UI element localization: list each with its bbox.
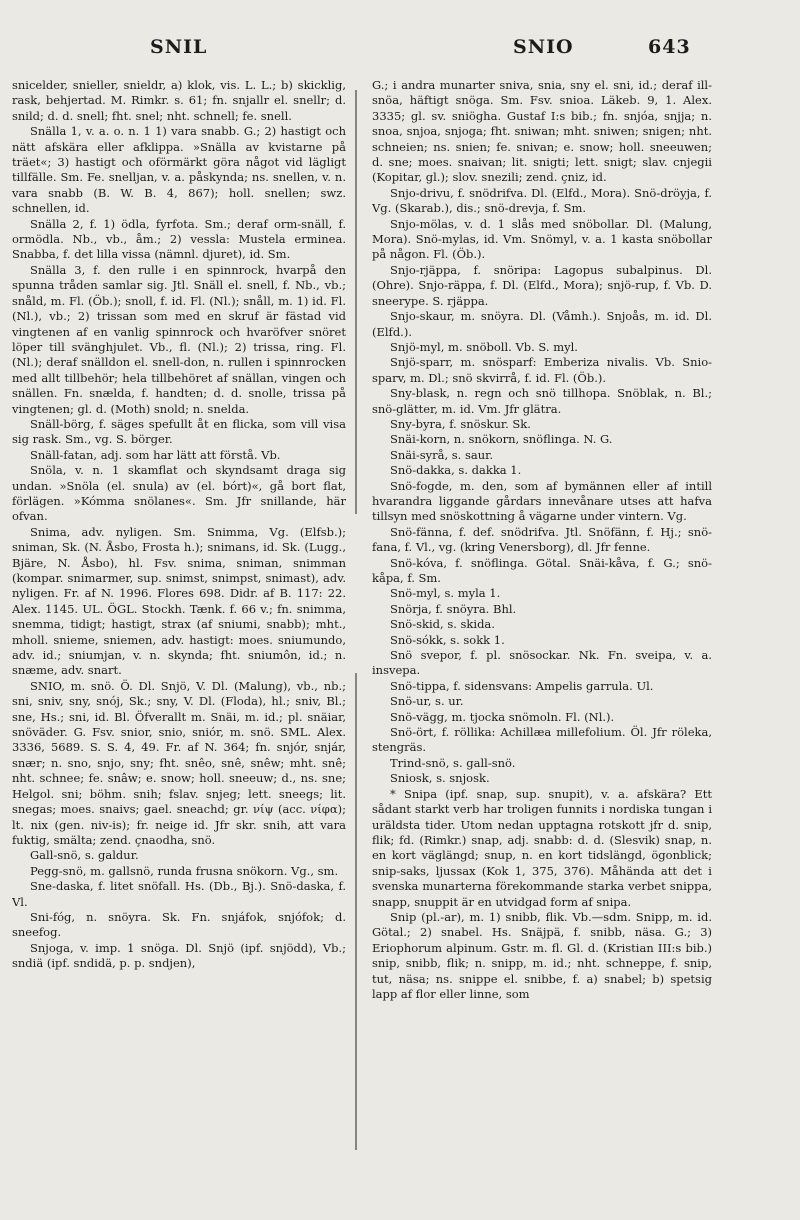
page-number: 643 <box>648 36 691 58</box>
entry-paragraph: * Snipa (ipf. snap, sup. snupit), v. a. afskära? Ett sådant starkt verb har troligen funnits i nordiska tungan i uräldsta tider. Utom nedan upptagna rotskott jfr d. snip, flik; fd. (Rimkr.) snap, adj. snabb: d. d. (Slesvik) snap, n. en kort väglängd; snup, n. en kort tidslängd, ögonblick; snip-saks, ljussax (Kok 1, 375, 376). Måhända att det i svenska munarterna förekommande starka verbet snippa, snapp, snuppit är en utvidgad form af snipa. <box>372 786 712 909</box>
left-running-head: SNIL <box>150 36 208 58</box>
entry-paragraph: Sni-fóg, n. snöyra. Sk. Fn. snjáfok, snjófok; d. sneefog. <box>12 909 346 940</box>
entry-paragraph: Snälla 3, f. den rulle i en spinnrock, hvarpå den spunna tråden samlar sig. Jtl. Snäll el. snell, f. Nb., vb.; snåld, m. Fl. (Öb.); snoll, f. id. Fl. (Nl.); snåll, m. 1) id. Fl. (Nl.), vb.; 2) trissan som med en skruf är fästad vid vingtenen af en vanlig spinnrock och hvaröfver snöret löper till svänghjulet. Vb., fl. (Nl.); 2) trissa, ring. Fl. (Nl.); deraf snälldon el. snell-don, n. rullen i spinnrocken med allt tillbehör; hela tillbehöret af snällan, vingen och snällen. Fn. snælda, f. handten; d. d. snolle, trissa på vingtenen; gl. d. (Moth) snold; n. snelda. <box>12 262 346 416</box>
entry-paragraph: Snö svepor, f. pl. snösockar. Nk. Fn. sveipa, v. a. insvepa. <box>372 648 712 678</box>
entry-paragraph: Snjo-rjäppa, f. snöripa: Lagopus subalpinus. Dl. (Ohre). Snjo-räppa, f. Dl. (Elfd., Mora); snjö-rup, f. Vb. D. sneerype. S. rjäppa. <box>372 262 712 308</box>
entry-paragraph: Sny-blask, n. regn och snö tillhopa. Snöblak, n. Bl.; snö-glätter, m. id. Vm. Jfr glätra. <box>372 386 712 416</box>
entry-paragraph: Sne-daska, f. litet snöfall. Hs. (Db., Bj.). Snö-daska, f. Vl. <box>12 879 346 909</box>
entry-paragraph: Snö-skid, s. skida. <box>390 617 495 632</box>
entry-paragraph: Gall-snö, s. galdur. <box>30 848 139 863</box>
entry-paragraph: Snörja, f. snöyra. Bhl. <box>390 601 517 616</box>
entry-paragraph: Snö-ört, f. röllika: Achillæa millefolium. Öl. Jfr röleka, stengräs. <box>372 725 712 755</box>
entry-paragraph: Snäi-korn, n. snökorn, snöflinga. N. G. <box>390 432 613 447</box>
entry-paragraph: Snip (pl.-ar), m. 1) snibb, flik. Vb.—sdm. Snipp, m. id. Götal.; 2) snabel. Hs. Snäjpä, f. snibb, näsa. G.; 3) Eriophorum alpinum. Gstr. m. fl. Gl. d. (Kristian III:s bib.) snip, snibb, flik; n. snipp, m. id.; nht. schneppe, f. snip, tut, näsa; ns. snippe el. snibbe, f. a) snabel; b) spetsig lapp af flor eller linne, som <box>372 909 712 1001</box>
entry-paragraph: Snö-ur, s. ur. <box>390 694 464 709</box>
entry-paragraph: Snö-vägg, m. tjocka snömoln. Fl. (Nl.). <box>390 709 615 724</box>
entry-paragraph: Snäll-fatan, adj. som har lätt att förstå. Vb. <box>30 447 281 462</box>
entry-paragraph: Trind-snö, s. gall-snö. <box>390 755 516 770</box>
entry-paragraph: Snjoga, v. imp. 1 snöga. Dl. Snjö (ipf. snjödd), Vb.; sndiä (ipf. sndidä, p. p. sndjen), <box>12 940 346 971</box>
entry-paragraph: Snäi-syrå, s. saur. <box>390 447 494 462</box>
entry-paragraph: Snjo-mölas, v. d. 1 slås med snöbollar. Dl. (Malung, Mora). Snö-mylas, id. Vm. Snömyl, v. a. 1 kasta snöbollar på någon. Fl. (Öb.). <box>372 216 712 262</box>
entry-paragraph: Snälla 1, v. a. o. n. 1 1) vara snabb. G.; 2) hastigt och nätt afskära eller afklippa. »Snälla av kvistarne på träet«; 3) hastigt och oförmärkt göra något vid lägligt tillfälle. Sm. Fe. snelljan, v. a. påskynda; ns. snellen, v. n. vara snabb (B. W. B. 4, 867); holl. snellen; swz. schnellen, id. <box>12 124 346 216</box>
entry-paragraph: Pegg-snö, m. gallsnö, runda frusna snökorn. Vg., sm. <box>30 863 339 878</box>
entry-paragraph: Snö-fänna, f. def. snödrifva. Jtl. Snöfänn, f. Hj.; snö-fana, f. Vl., vg. (kring Venersborg), dl. Jfr fenne. <box>372 524 712 555</box>
right-running-head: SNIO <box>513 36 574 58</box>
entry-paragraph: Snima, adv. nyligen. Sm. Snimma, Vg. (Elfsb.); sniman, Sk. (N. Åsbo, Frosta h.); snimans, id. Sk. (Lugg., Bjäre, N. Åsbo), hl. Fsv. snima, sniman, snimman (kompar. snimarmer, sup. snimst, snimpst, snimast), adv. nyligen. Fr. af N. 1996. Flores 698. Didr. af B. 117: 22. Alex. 1145. UL. ÖGL. Stockh. Tænk. f. 66 v.; fn. snimma, snemma, tidigt; hastigt, strax (af sniumi, snabb); mht., mholl. snieme, sniemen, adv. hastigt: moes. sniumundo, adv. id.; sniumjan, v. n. skynda; fht. sniumôn, id.; n. snæme, adv. snart. <box>12 524 346 678</box>
entry-paragraph: Snjö-sparr, m. snösparf: Emberiza nivalis. Vb. Snio-sparv, m. Dl.; snö skvirrå, f. id. Fl. (Öb.). <box>372 355 712 385</box>
entry-paragraph: Snjö-myl, m. snöboll. Vb. S. myl. <box>390 339 578 354</box>
entry-paragraph: G.; i andra munarter sniva, snia, sny el. sni, id.; deraf ill-snöa, häftigt snöga. Sm. Fsv. snioa. Läkeb. 9, 1. Alex. 3335; gl. sv. sniögha. Gustaf I:s bib.; fn. snjóa, snjja; n. snoa, snjoa, snjoga; fht. sniwan; mht. sniwen; snigen; nht. schneien; ns. snien; fe. snivan; e. snow; holl. sneeuwen; d. sne; moes. snaivan; lit. snigti; lett. snigt; slav. cnjegii (Kopitar, gl.); slov. snezili; zend. çniz, id. <box>372 78 712 185</box>
entry-paragraph: Snjo-drivu, f. snödrifva. Dl. (Elfd., Mora). Snö-dröyja, f. Vg. (Skarab.), dis.; snö-drevja, f. Sm. <box>372 185 712 216</box>
entry-paragraph: Snö-dakka, s. dakka 1. <box>390 463 522 478</box>
entry-paragraph: SNIO, m. snö. Ö. Dl. Snjö, V. Dl. (Malung), vb., nb.; sni, sniv, sny, snój, Sk.; sny, V. Dl. (Floda), hl.; sniv, Bl.; sne, Hs.; sni, id. Bl. Öfverallt m. Snäi, m. id.; pl. snäiar, snöväder. G. Fsv. snior, snio, sniór, m. snö. SML. Alex. 3336, 5689. S. S. 4, 49. Fr. af N. 364; fn. snjór, snjár, snær; n. sno, snjo, sny; fht. snêo, snê, snêw; mht. snê; nht. schnee; fe. snâw; e. snow; holl. sneeuw; d., ns. sne; Helgol. sni; böhm. snih; fslav. snjeg; lett. sneegs; lit. snegas; moes. snaivs; gael. sneachd; gr. νίψ (acc. νίφα); lt. nix (gen. niv-is); fr. neige id. Jfr skr. snih, att vara fuktig, smälta; zend. çnaodha, snö. <box>12 678 346 847</box>
left-column <box>12 78 346 1158</box>
entry-paragraph: Sniosk, s. snjosk. <box>390 771 490 786</box>
entry-paragraph: Snö-sókk, s. sokk 1. <box>390 632 505 647</box>
entry-paragraph: Snö-tippa, f. sidensvans: Ampelis garrula. Ul. <box>390 678 654 693</box>
entry-paragraph: Snö-myl, s. myla 1. <box>390 586 501 601</box>
entry-paragraph: Snö-fogde, m. den, som af bymännen eller af intill hvarandra liggande gårdars innevånare utses att hafva tillsyn med snöskottning å vägarne under vintern. Vg. <box>372 478 712 524</box>
entry-paragraph: snicelder, snieller, snieldr, a) klok, vis. L. L.; b) skicklig, rask, behjertad. M. Rimkr. s. 61; fn. snjallr el. snellr; d. snild; d. d. snell; fht. snel; nht. schnell; fe. snell. <box>12 78 346 123</box>
entry-paragraph: Snö-kóva, f. snöflinga. Götal. Snäi-kåva, f. G.; snö-kåpa, f. Sm. <box>372 555 712 585</box>
entry-paragraph: Snäll-börg, f. säges spefullt åt en flicka, som vill visa sig rask. Sm., vg. S. börger. <box>12 416 346 447</box>
entry-paragraph: Sny-byra, f. snöskur. Sk. <box>390 416 531 431</box>
right-column <box>372 78 712 1158</box>
entry-paragraph: Snöla, v. n. 1 skamflat och skyndsamt draga sig undan. »Snöla (el. snula) av (el. bórt)«, gå bort flat, förlägen. »Kómma snölanes«. Sm. Jfr snillande, här ofvan. <box>12 463 346 524</box>
entry-paragraph: Snälla 2, f. 1) ödla, fyrfota. Sm.; deraf orm-snäll, f. ormödla. Nb., vb., åm.; 2) vessla: Mustela erminea. Snabba, f. det lilla vissa (nämnl. djuret), id. Sm. <box>12 216 346 262</box>
column-divider <box>355 90 357 1150</box>
entry-paragraph: Snjo-skaur, m. snöyra. Dl. (Våmh.). Snjoås, m. id. Dl. (Elfd.). <box>372 309 712 339</box>
